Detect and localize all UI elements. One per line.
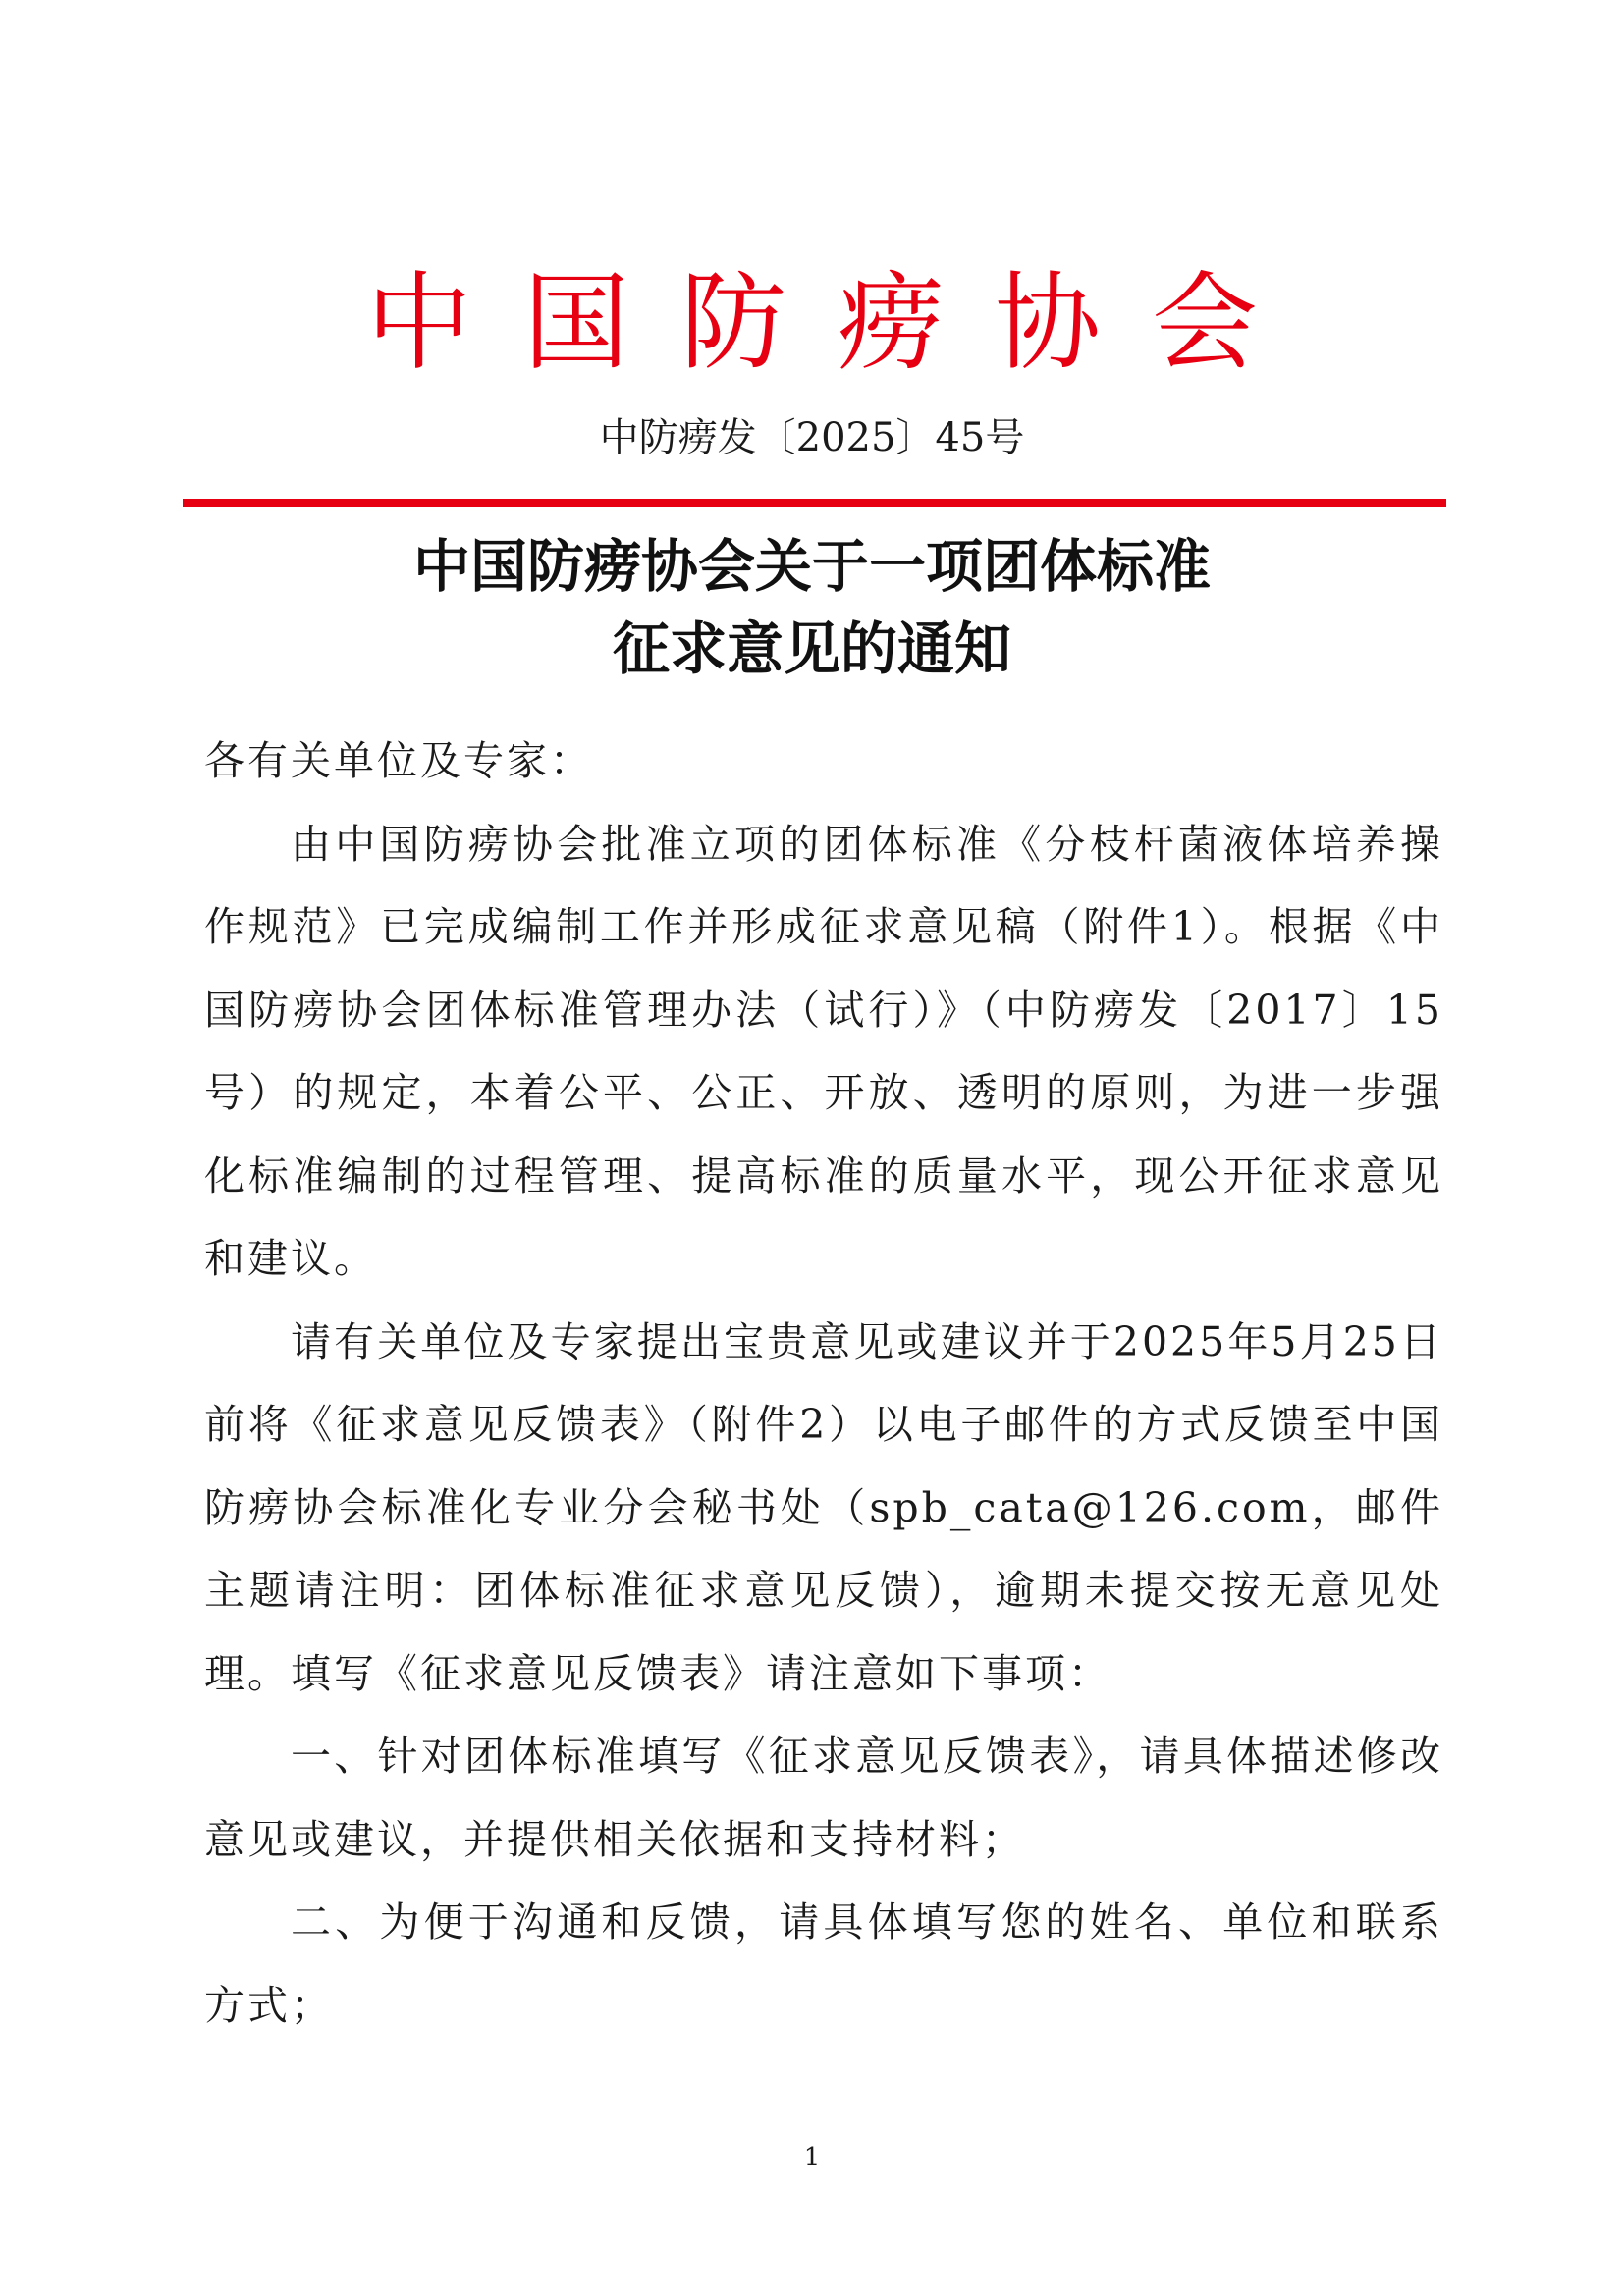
red-divider-line <box>183 499 1446 507</box>
body-paragraph: 由中国防痨协会批准立项的团体标准《分枝杆菌液体培养操作规范》已完成编制工作并形成征求意见稿（附件1）。根据《中国防痨协会团体标准管理办法（试行）》（中防痨发〔2017〕15号）的规定，本着公平、公正、开放、透明的原则，为进一步强化标准编制的过程管理、提高标准的质量水平，现公开征求意见和建议。 <box>204 820 1443 1282</box>
salutation: 各有关单位及专家： <box>204 737 593 784</box>
body-paragraph: 一、针对团体标准填写《征求意见反馈表》，请具体描述修改意见或建议，并提供相关依据和支持材料； <box>204 1733 1443 1863</box>
document-number: 中防痨发〔2025〕45号 <box>599 415 1025 460</box>
notice-body <box>204 720 1443 2047</box>
body-paragraph: 二、为便于沟通和反馈，请具体填写您的姓名、单位和联系方式； <box>204 1898 1443 2029</box>
organization-header: 中国防痨协会 <box>365 262 1309 385</box>
notice-title-line-1: 中国防痨协会关于一项团体标准 <box>412 533 1211 600</box>
page-number: 1 <box>803 2143 821 2172</box>
notice-title-line-2: 征求意见的通知 <box>612 615 1011 682</box>
notice-title <box>0 525 1624 690</box>
body-paragraph: 请有关单位及专家提出宝贵意见或建议并于2025年5月25日前将《征求意见反馈表》（附件2）以电子邮件的方式反馈至中国防痨协会标准化专业分会秘书处（spb_cata@126.com，邮件主题请注明：团体标准征求意见反馈），逾期未提交按无意见处理。填写《征求意见反馈表》请注意如下事项： <box>204 1317 1443 1697</box>
